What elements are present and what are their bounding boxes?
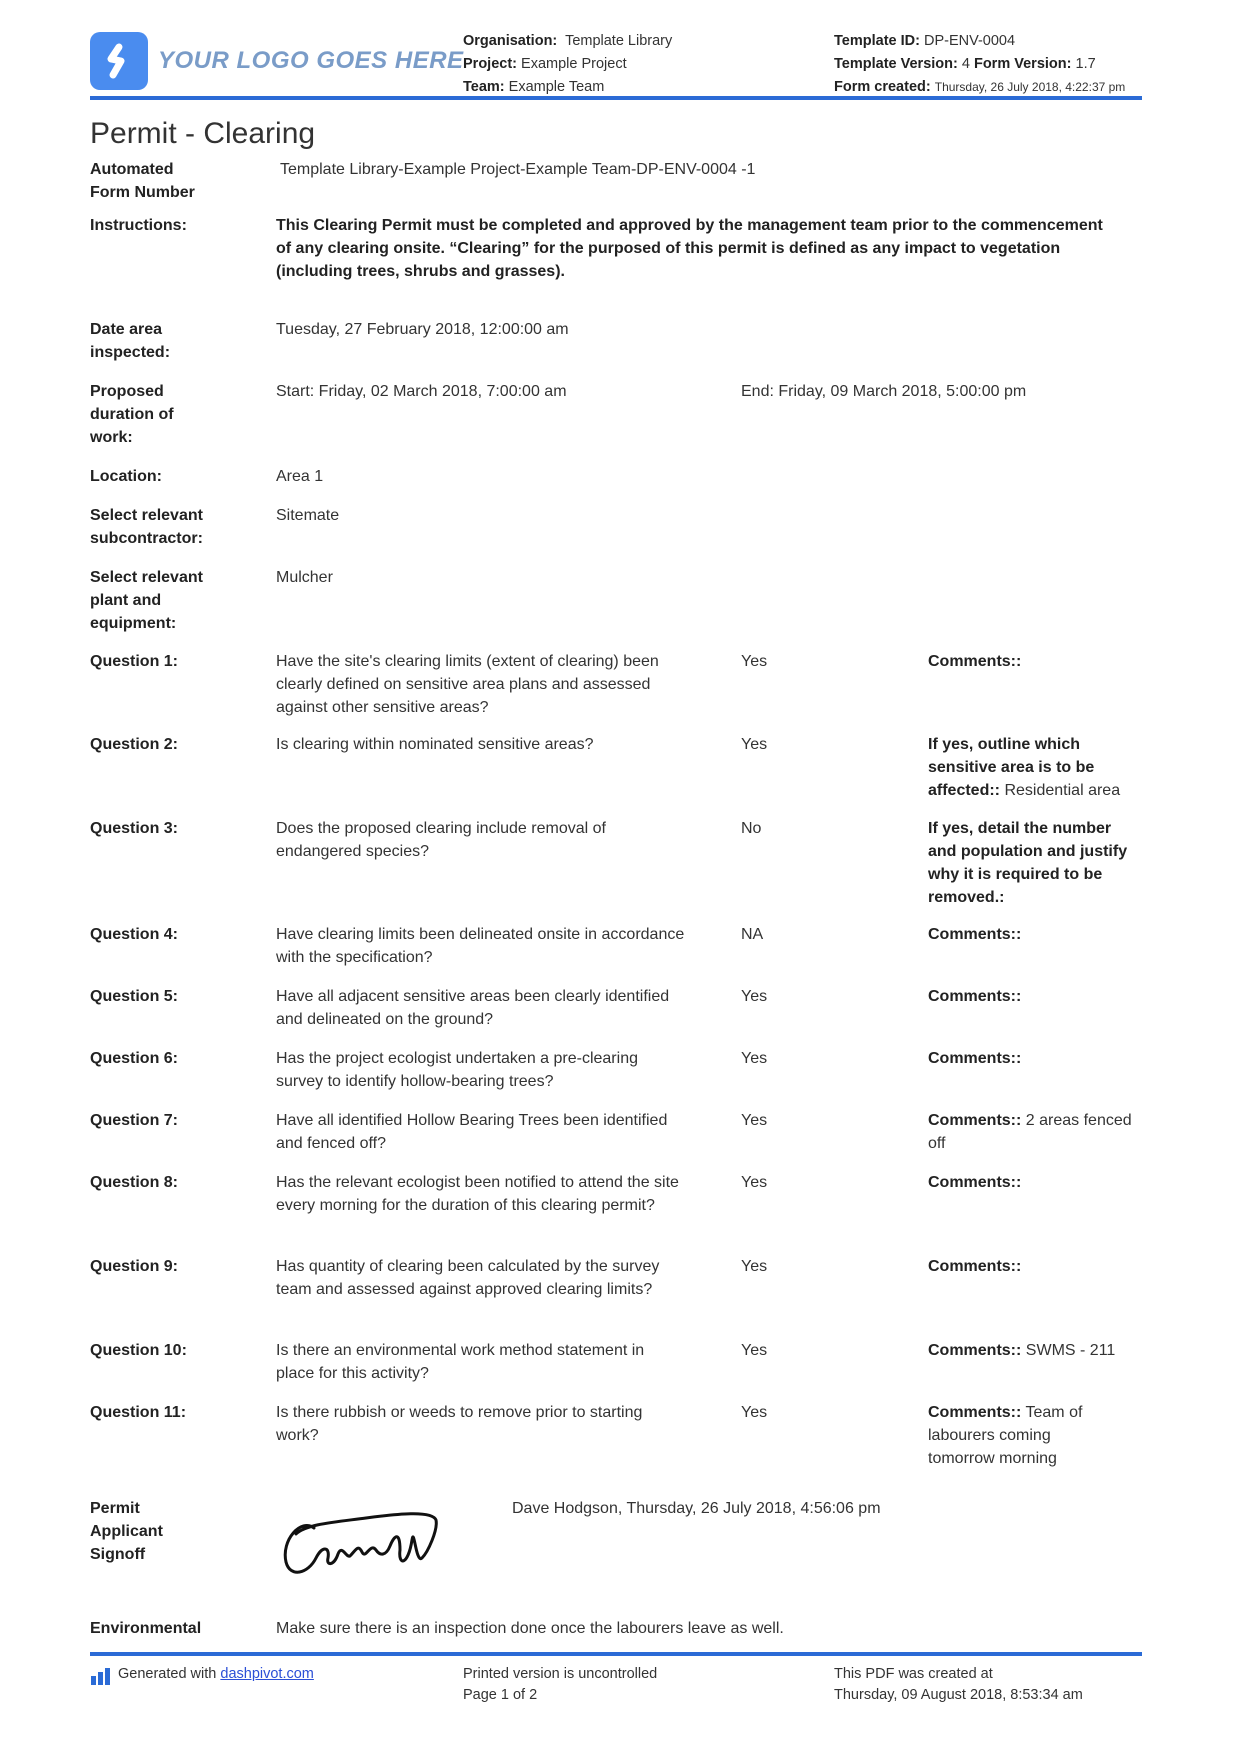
environmental-value: Make sure there is an inspection done once the labourers leave as well. — [276, 1620, 784, 1637]
question-comment: Comments:: 2 areas fenced off — [928, 1112, 1132, 1152]
signed-by: Dave Hodgson, Thursday, 26 July 2018, 4:56:06 pm — [512, 1500, 881, 1517]
template-version-value: 4 — [961, 56, 970, 72]
team-value: Example Team — [508, 79, 605, 95]
company-logo — [90, 32, 464, 90]
question-answer: Yes — [741, 1174, 768, 1191]
footer-uncontrolled — [463, 1664, 783, 1706]
form-number-value: Template Library-Example Project-Example Team-DP-ENV-0004 -1 — [280, 161, 756, 178]
generated-with-text: Generated with — [118, 1666, 217, 1682]
form-number-label: Automated Form Number — [90, 161, 195, 201]
page-header — [90, 30, 1142, 96]
organisation-value: Template Library — [565, 33, 673, 49]
plant-label: Select relevant plant and equipment: — [90, 569, 203, 632]
instructions-label: Instructions: — [90, 217, 187, 234]
environmental-label: Environmental — [90, 1620, 202, 1637]
question-answer: NA — [741, 926, 764, 943]
question-answer: No — [741, 820, 762, 837]
question-comment: If yes, outline which sensitive area is to be affected:: Residential area — [928, 736, 1121, 799]
footer-pdf-created — [834, 1664, 1134, 1706]
question-label: Question 9: — [90, 1258, 179, 1275]
footer-generated — [90, 1664, 314, 1692]
question-label: Question 4: — [90, 926, 179, 943]
question-answer: Yes — [741, 736, 768, 753]
question-comment: Comments:: SWMS - 211 — [928, 1342, 1116, 1359]
form-version-label: Form Version: — [973, 56, 1072, 72]
question-text: Has the relevant ecologist been notified to attend the site every morning for the duration of this clearing permit? — [276, 1174, 679, 1214]
question-answer: Yes — [741, 1112, 768, 1129]
question-comment: Comments:: — [928, 1258, 1022, 1275]
question-text: Does the proposed clearing include removal of endangered species? — [276, 820, 606, 860]
form-page — [90, 0, 1142, 1754]
header-template-info — [834, 30, 1125, 99]
duration-start: Start: Friday, 02 March 2018, 7:00:00 am — [276, 383, 567, 400]
question-text: Is clearing within nominated sensitive areas? — [276, 736, 594, 753]
project-label: Project: — [463, 56, 517, 72]
template-id-value: DP-ENV-0004 — [923, 33, 1016, 49]
question-text: Has quantity of clearing been calculated by the survey team and assessed against approved clearing limits? — [276, 1258, 660, 1298]
footer-divider — [90, 1652, 1142, 1656]
form-created-label: Form created: — [834, 79, 931, 95]
page-number: Page 1 of 2 — [463, 1687, 538, 1703]
question-label: Question 5: — [90, 988, 179, 1005]
form-created-value: Thursday, 26 July 2018, 4:22:37 pm — [934, 80, 1126, 94]
header-divider — [90, 96, 1142, 100]
duration-label: Proposed duration of work: — [90, 383, 174, 446]
project-value: Example Project — [521, 56, 627, 72]
template-version-label: Template Version: — [834, 56, 958, 72]
location-value: Area 1 — [276, 468, 324, 485]
signature-drawing — [276, 1500, 456, 1590]
question-comment: Comments:: — [928, 1174, 1022, 1191]
question-text: Is there rubbish or weeds to remove prior to starting work? — [276, 1404, 643, 1444]
question-text: Has the project ecologist undertaken a pre-clearing survey to identify hollow-bearing trees? — [276, 1050, 638, 1090]
logo-text: YOUR LOGO GOES HERE — [158, 47, 464, 74]
question-label: Question 8: — [90, 1174, 179, 1191]
question-answer: Yes — [741, 1258, 768, 1275]
instructions-text: This Clearing Permit must be completed and approved by the management team prior to the commencement of any clearing onsite. “Clearing” for the purposed of this permit is defined as any impact to vegetation (including trees, shrubs and grasses). — [276, 217, 1103, 280]
dashpivot-link[interactable]: dashpivot.com — [220, 1666, 314, 1682]
question-comment: Comments:: — [928, 926, 1022, 943]
form-version-value: 1.7 — [1075, 56, 1096, 72]
uncontrolled-text: Printed version is uncontrolled — [463, 1666, 658, 1682]
question-answer: Yes — [741, 653, 768, 670]
dashpivot-icon — [90, 1667, 112, 1692]
organisation-label: Organisation: — [463, 33, 558, 49]
question-text: Have all adjacent sensitive areas been clearly identified and delineated on the ground? — [276, 988, 670, 1028]
question-text: Have clearing limits been delineated onsite in accordance with the specification? — [276, 926, 685, 966]
question-comment: Comments:: — [928, 653, 1022, 670]
date-inspected-label: Date area inspected: — [90, 321, 171, 361]
question-answer: Yes — [741, 1404, 768, 1421]
question-label: Question 6: — [90, 1050, 179, 1067]
page-title: Permit - Clearing — [90, 117, 316, 150]
question-comment: Comments:: — [928, 988, 1022, 1005]
question-text: Have the site's clearing limits (extent of clearing) been clearly defined on sensitive area plans and assessed against other sensitive areas? — [276, 653, 659, 716]
question-label: Question 10: — [90, 1342, 187, 1359]
subcontractor-value: Sitemate — [276, 507, 340, 524]
question-answer: Yes — [741, 988, 768, 1005]
question-text: Is there an environmental work method statement in place for this activity? — [276, 1342, 645, 1382]
question-label: Question 1: — [90, 653, 179, 670]
subcontractor-label: Select relevant subcontractor: — [90, 507, 203, 547]
question-comment: Comments:: Team of labourers coming tomorrow morning — [928, 1404, 1083, 1467]
question-answer: Yes — [741, 1342, 768, 1359]
location-label: Location: — [90, 468, 162, 485]
date-inspected-value: Tuesday, 27 February 2018, 12:00:00 am — [276, 321, 569, 338]
signature-image — [276, 1500, 456, 1590]
pdf-created-label: This PDF was created at — [834, 1666, 993, 1682]
team-label: Team: — [463, 79, 505, 95]
plant-value: Mulcher — [276, 569, 333, 586]
duration-end: End: Friday, 09 March 2018, 5:00:00 pm — [741, 383, 1027, 400]
header-project-info — [463, 30, 672, 99]
logo-mark-icon — [90, 32, 148, 90]
question-label: Question 11: — [90, 1404, 187, 1421]
signoff-label: Permit Applicant Signoff — [90, 1500, 163, 1563]
question-label: Question 2: — [90, 736, 179, 753]
question-label: Question 3: — [90, 820, 179, 837]
question-text: Have all identified Hollow Bearing Trees been identified and fenced off? — [276, 1112, 668, 1152]
template-id-label: Template ID: — [834, 33, 920, 49]
question-label: Question 7: — [90, 1112, 179, 1129]
question-answer: Yes — [741, 1050, 768, 1067]
question-comment: If yes, detail the number and population and justify why it is required to be removed.: — [928, 820, 1128, 906]
question-comment: Comments:: — [928, 1050, 1022, 1067]
pdf-created-value: Thursday, 09 August 2018, 8:53:34 am — [834, 1687, 1083, 1703]
